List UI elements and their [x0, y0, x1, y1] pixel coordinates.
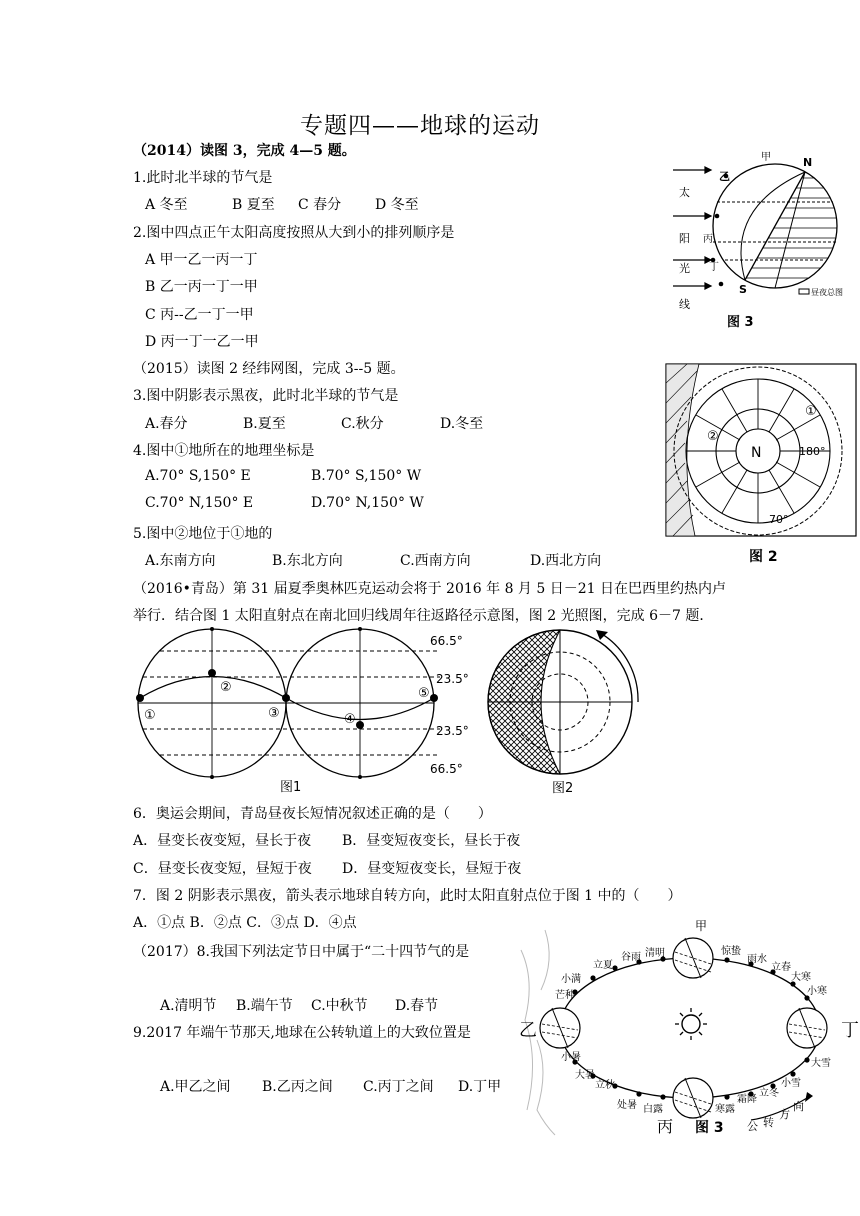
term-lixia: 立夏 [593, 960, 613, 971]
orbit-pos-yi: 乙 [519, 1020, 537, 1041]
q2-option-a: A 甲一乙一丙一丁 [145, 252, 258, 268]
q6-option-d: D．昼变短夜变长，昼短于夜 [342, 861, 522, 877]
term-xiaoman: 小满 [561, 974, 581, 985]
lat-23-5-north: 23.5° [436, 672, 469, 686]
q8-option-b: B.端午节 [236, 998, 293, 1014]
term-lichun: 立春 [771, 962, 791, 973]
term-lidong: 立冬 [759, 1088, 779, 1099]
figure-2015-caption: 图 2 [749, 549, 778, 565]
figure-2014-earth-illumination [665, 148, 860, 338]
lon-180-label: 180° [799, 445, 826, 458]
figure-2016-sun-path [130, 625, 475, 795]
q9-option-d: D.丁甲 [458, 1079, 502, 1095]
direction-char-1: 公 [747, 1120, 758, 1133]
q3-option-c: C.秋分 [341, 416, 384, 432]
q8-option-d: D.春节 [395, 998, 439, 1014]
lat-66-5-south: 66.5° [430, 762, 463, 776]
q4-option-d: D.70° N,150° W [311, 495, 424, 511]
north-pole-label: N [751, 445, 762, 461]
term-xiaoxue: 小雪 [781, 1078, 801, 1089]
q4-option-a: A.70° S,150° E [145, 468, 251, 484]
q1-option-b: B 夏至 [232, 197, 275, 213]
legend-label: 昼夜总图 [811, 288, 843, 297]
figure-2016-2-caption: 图2 [552, 781, 574, 796]
direction-char-2: 转 [763, 1116, 774, 1129]
q6-option-b: B．昼变短夜变长，昼长于夜 [342, 833, 521, 849]
question-5: 5.图中②地位于①地的 [133, 526, 273, 542]
term-liqiu: 立秋 [595, 1080, 615, 1091]
q8-option-c: C.中秋节 [311, 998, 368, 1014]
question-8: （2017）8.我国下列法定节日中属于“二十四节气的是 [133, 944, 470, 960]
term-daxue: 大雪 [811, 1058, 831, 1069]
figure-2017-orbit [515, 920, 860, 1140]
question-4: 4.图中①地所在的地理坐标是 [133, 443, 315, 459]
term-jingzhe: 惊蛰 [721, 946, 741, 957]
term-xiaoshu: 小暑 [561, 1052, 581, 1063]
label-n: N [803, 156, 813, 169]
lat-70-label: 70° [769, 513, 789, 526]
lat-23-5-south: 23.5° [436, 724, 469, 738]
q2-option-c: C 丙--乙一丁一甲 [145, 307, 254, 323]
sun-char-3: 光 [679, 262, 690, 275]
q3-option-d: D.冬至 [440, 416, 484, 432]
q4-option-c: C.70° N,150° E [145, 495, 254, 511]
term-hanlu: 寒露 [715, 1104, 735, 1115]
term-dahan: 大寒 [791, 972, 811, 983]
q3-option-b: B.夏至 [243, 416, 286, 432]
q3-option-a: A.春分 [145, 416, 188, 432]
figure-2016-illumination [484, 622, 644, 797]
point-1-label: ① [805, 404, 817, 419]
section-2014-heading: （2014）读图 3，完成 4—5 题。 [133, 143, 356, 159]
question-7: 7．图 2 阴影表示黑夜，箭头表示地球自转方向，此时太阳直射点位于图 1 中的（ ） [133, 888, 682, 904]
q1-option-c: C 春分 [298, 197, 342, 213]
sun-point-4: ④ [344, 712, 356, 727]
question-6: 6．奥运会期间，青岛昼夜长短情况叙述正确的是（ ） [133, 806, 492, 822]
term-shuangjiang: 霜降 [737, 1094, 757, 1105]
q2-option-b: B 乙一丙一丁一甲 [145, 279, 258, 295]
q4-option-b: B.70° S,150° W [311, 468, 422, 484]
term-chushu: 处暑 [617, 1100, 637, 1111]
term-guyu: 谷雨 [621, 952, 641, 963]
q6-option-a: A．昼变长夜变短，昼长于夜 [133, 833, 312, 849]
sun-char-4: 线 [679, 298, 690, 311]
figure-2017-caption: 图 3 [695, 1120, 724, 1136]
sun-point-5: ⑤ [418, 686, 430, 701]
question-1: 1.此时北半球的节气是 [133, 170, 273, 186]
orbit-pos-bing: 丙 [657, 1117, 674, 1136]
point-2-label: ② [707, 429, 719, 444]
q5-option-a: A.东南方向 [145, 553, 216, 569]
q5-option-d: D.西北方向 [530, 553, 602, 569]
term-yushui: 雨水 [747, 954, 767, 965]
figure-2016-1-caption: 图1 [280, 780, 302, 795]
q7-options: A．①点 B．②点 C．③点 D．④点 [133, 915, 357, 931]
figure-2014-caption: 图 3 [727, 315, 754, 330]
direction-char-4: 向 [793, 1100, 804, 1113]
figure-2015-polar-grid [665, 363, 857, 568]
term-mangzhong: 芒种 [555, 990, 575, 1001]
question-3: 3.图中阴影表示黑夜，此时北半球的节气是 [133, 388, 399, 404]
section-2015-heading: （2015）读图 2 经纬网图，完成 3--5 题。 [133, 361, 405, 377]
question-2: 2.图中四点正午太阳高度按照从大到小的排列顺序是 [133, 225, 455, 241]
label-s: S [739, 283, 747, 296]
page-title: 专题四——地球的运动 [300, 113, 540, 139]
q1-option-a: A 冬至 [145, 197, 188, 213]
orbit-pos-ding: 丁 [841, 1020, 859, 1041]
q2-option-d: D 丙一丁一乙一甲 [145, 334, 259, 350]
q6-option-c: C．昼变长夜变短，昼短于夜 [133, 861, 312, 877]
term-dashu: 大暑 [575, 1070, 595, 1081]
q9-option-a: A.甲乙之间 [160, 1079, 231, 1095]
section-2016-intro-1: （2016•青岛）第 31 届夏季奥林匹克运动会将于 2016 年 8 月 5 日－21 日在巴西里约热内卢 [133, 581, 727, 597]
label-ding: 丁 [709, 262, 719, 273]
term-qingming: 清明 [645, 948, 665, 959]
q9-option-c: C.丙丁之间 [363, 1079, 434, 1095]
term-bailu: 白露 [643, 1104, 663, 1115]
q5-option-c: C.西南方向 [400, 553, 471, 569]
sun-point-3: ③ [268, 706, 280, 721]
section-2016-intro-2: 举行．结合图 1 太阳直射点在南北回归线周年往返路径示意图，图 2 光照图，完成 6－7 题． [133, 608, 714, 624]
label-bing: 丙 [703, 234, 713, 245]
sun-char-2: 阳 [679, 232, 690, 245]
q5-option-b: B.东北方向 [272, 553, 343, 569]
q8-option-a: A.清明节 [160, 998, 217, 1014]
lat-66-5-north: 66.5° [430, 634, 463, 648]
sun-point-1: ① [144, 708, 156, 723]
q9-option-b: B.乙丙之间 [262, 1079, 333, 1095]
term-xiaohan: 小寒 [807, 986, 827, 997]
label-yi: 乙 [719, 170, 730, 183]
sun-point-2: ② [220, 680, 232, 695]
sun-char-1: 太 [679, 186, 690, 199]
direction-char-3: 方 [779, 1108, 790, 1121]
orbit-pos-jia: 甲 [695, 920, 708, 933]
label-jia: 甲 [761, 152, 771, 163]
q1-option-d: D 冬至 [375, 197, 419, 213]
question-9: 9.2017 年端午节那天,地球在公转轨道上的大致位置是 [133, 1025, 471, 1041]
